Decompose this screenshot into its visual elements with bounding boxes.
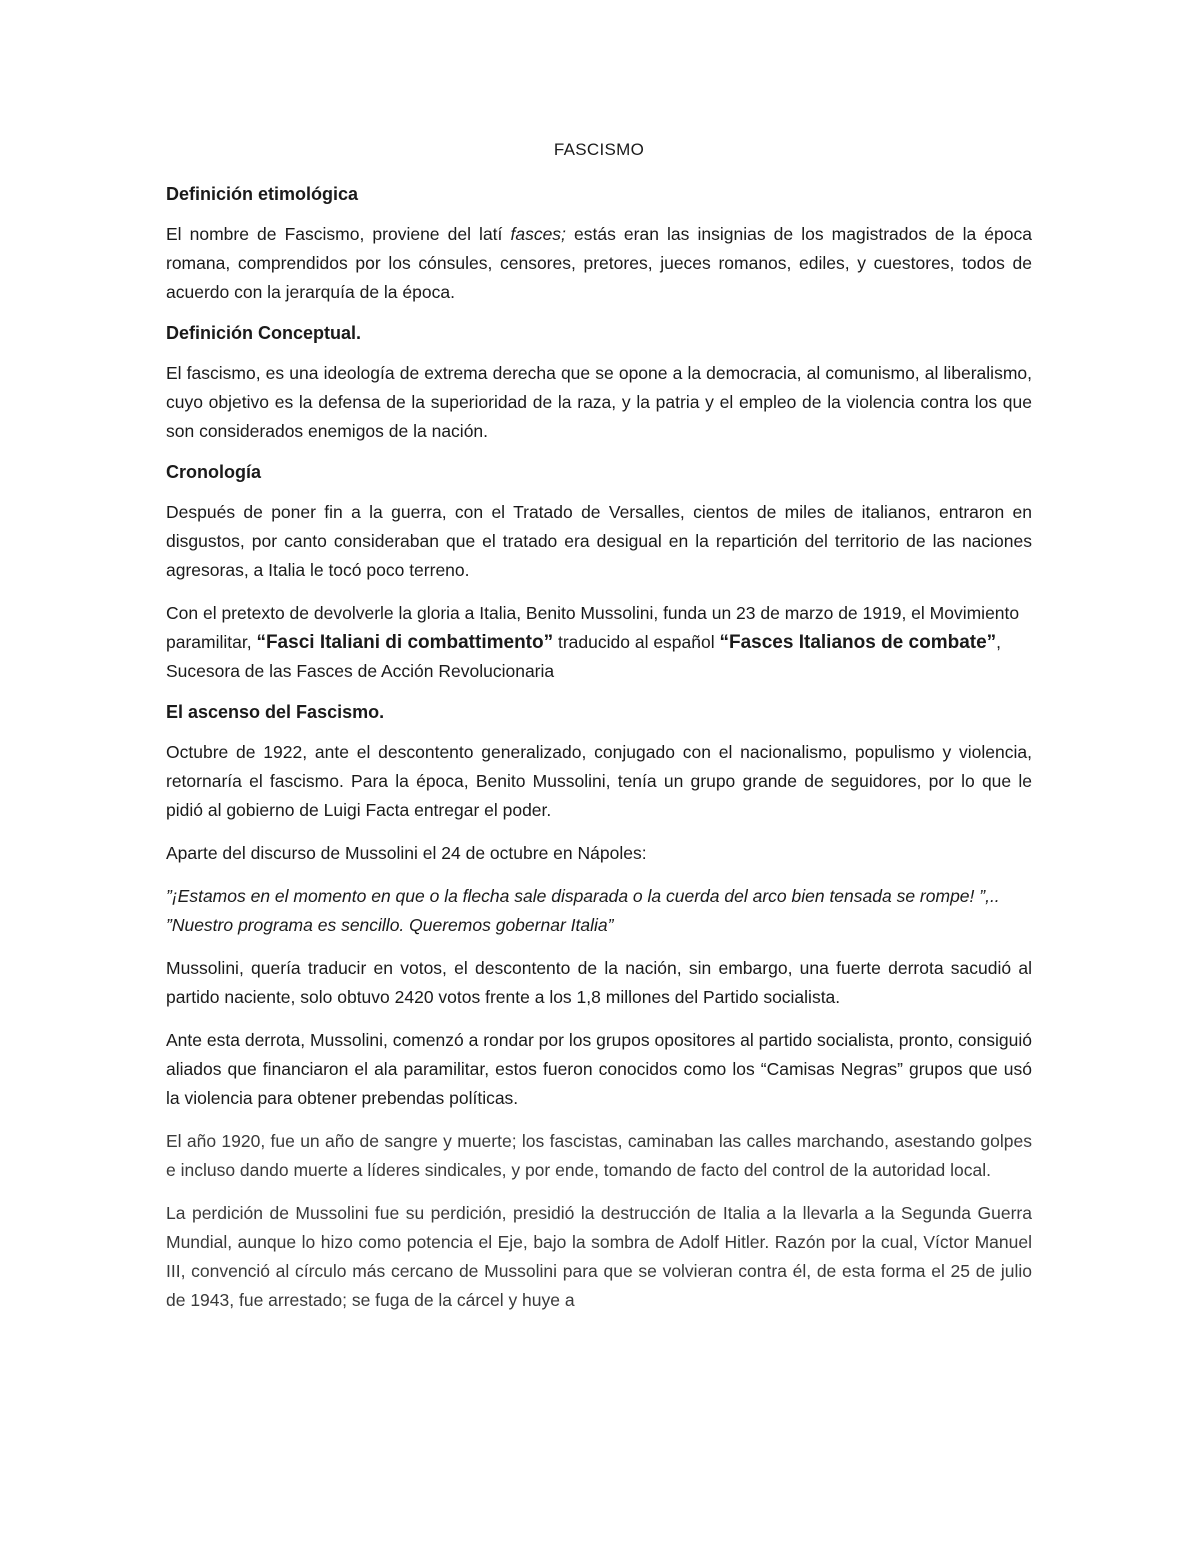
text-segment: traducido al español	[553, 632, 720, 652]
bold-phrase: “Fasces Italianos de combate”	[719, 632, 997, 653]
heading-conceptual: Definición Conceptual.	[166, 323, 362, 343]
paragraph-rise-4: Ante esta derrota, Mussolini, comenzó a rondar por los grupos opositores al partido socialista, pronto, consiguió aliados que financiaron el ala paramilitar, estos fueron conocidos como los “Camisas Negras” grupos que usó la violencia para obtener prebendas políticas.	[166, 1030, 1032, 1108]
heading-etymology: Definición etimológica	[166, 184, 359, 204]
paragraph-rise-3: Mussolini, quería traducir en votos, el descontento de la nación, sin embargo, una fuerte derrota sacudió al partido naciente, solo obtuvo 2420 votos frente a los 1,8 millones del Partido socialista.	[166, 958, 1032, 1007]
heading-chronology: Cronología	[166, 462, 261, 482]
paragraph-conceptual: El fascismo, es una ideología de extrema derecha que se opone a la democracia, al comunismo, al liberalismo, cuyo objetivo es la defensa de la superioridad de la raza, y la patria y el empleo de la violencia contra los que son considerados enemigos de la nación.	[166, 363, 1032, 441]
text-segment: El nombre de Fascismo, proviene del latí	[166, 224, 511, 244]
paragraph-chronology-2	[166, 599, 1032, 686]
text-segment: Con el pretexto de devolverle la gloria a Italia, Benito Mussolini, funda un 23 de marzo de 1919, el Movimiento paramilitar,	[166, 603, 1020, 652]
quote-paragraph: ”¡Estamos en el momento en que o la flecha sale disparada o la cuerda del arco bien tensada se rompe! ”,.. ”Nuestro programa es sencillo. Queremos gobernar Italia”	[166, 886, 1000, 935]
text-segment: estás eran las insignias de los magistrados de la época romana, comprendidos por los cónsules, censores, pretores, jueces romanos, ediles, y cuestores, todos de acuerdo con la jerarquía de la época.	[166, 224, 1032, 302]
document-page	[166, 140, 1032, 1329]
document-title: FASCISMO	[553, 140, 645, 159]
paragraph-etymology	[166, 220, 1032, 307]
text-segment: , Sucesora de las Fasces de Acción Revolucionaria	[166, 632, 1002, 681]
paragraph-rise-2: Aparte del discurso de Mussolini el 24 de octubre en Nápoles:	[166, 843, 647, 863]
paragraph-rise-6: La perdición de Mussolini fue su perdición, presidió la destrucción de Italia a la llevarla a la Segunda Guerra Mundial, aunque lo hizo como potencia el Eje, bajo la sombra de Adolf Hitler. Razón por la cual, Víctor Manuel III, convenció al círculo más cercano de Mussolini para que se volvieran contra él, de esta forma el 25 de julio de 1943, fue arrestado; se fuga de la cárcel y huye a	[166, 1203, 1032, 1310]
paragraph-rise-5: El año 1920, fue un año de sangre y muerte; los fascistas, caminaban las calles marchando, asestando golpes e incluso dando muerte a líderes sindicales, y por ende, tomando de facto del control de la autoridad local.	[166, 1131, 1032, 1180]
paragraph-rise-1: Octubre de 1922, ante el descontento generalizado, conjugado con el nacionalismo, populismo y violencia, retornaría el fascismo. Para la época, Benito Mussolini, tenía un grupo grande de seguidores, por lo que le pidió al gobierno de Luigi Facta entregar el poder.	[166, 742, 1032, 820]
heading-rise: El ascenso del Fascismo.	[166, 702, 385, 722]
paragraph-chronology-1: Después de poner fin a la guerra, con el Tratado de Versalles, cientos de miles de italianos, entraron en disgustos, por canto consideraban que el tratado era desigual en la repartición del territorio de las naciones agresoras, a Italia le tocó poco terreno.	[166, 502, 1032, 580]
bold-phrase: “Fasci Italiani di combattimento”	[256, 632, 554, 653]
italic-term: fasces;	[510, 224, 566, 244]
